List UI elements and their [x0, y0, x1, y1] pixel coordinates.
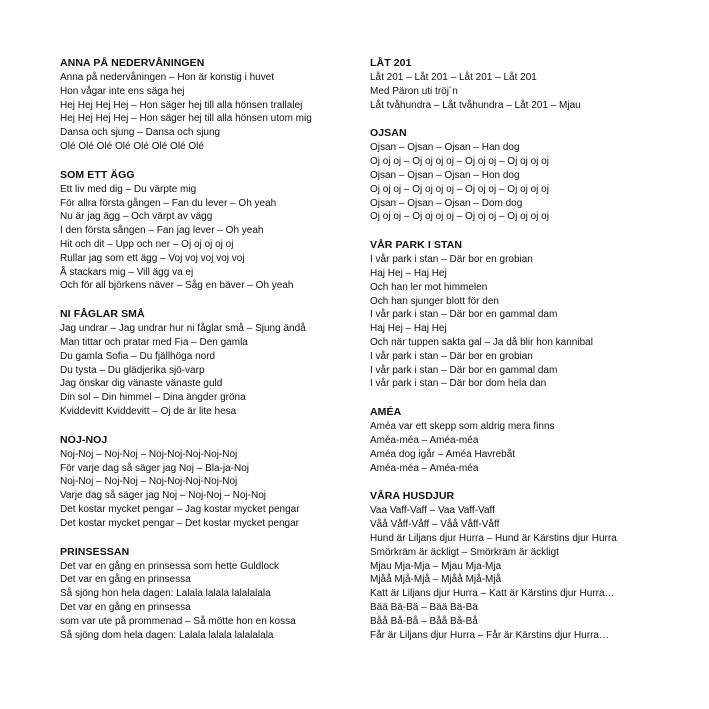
- lyric-line: som var ute på prommenad – Så mötte hon en kossa: [60, 615, 296, 627]
- lyric-line: För allra första gången – Fan du lever – Oh yeah: [60, 197, 277, 209]
- song-anna-pa-nedervaningen: [60, 56, 355, 154]
- lyric-line: Och han sjunger blott för den: [370, 295, 499, 307]
- lyric-line: Hej Hej Hej Hej – Hon säger hej till alla hönsen utom mig: [60, 113, 312, 125]
- lyric-line: Mjau Mja-Mja – Mjau Mja-Mja: [370, 560, 502, 572]
- lyric-line: För varje dag så säger jag Noj – Bla-ja-Noj: [60, 462, 249, 474]
- lyric-line: Haj Hej – Haj Hej: [370, 267, 447, 279]
- song-lat-201: [370, 56, 670, 112]
- lyric-line: Du gamla Sofia – Du fjällhöga nord: [60, 350, 216, 362]
- lyric-line: Noj-Noj – Noj-Noj – Noj-Noj-Noj-Noj-Noj: [60, 476, 238, 488]
- lyric-line: Ojsan – Ojsan – Ojsan – Dom dog: [370, 197, 523, 209]
- lyric-line: Å stackars mig – Vill ägg va ej: [60, 266, 194, 278]
- lyric-line: I vår park i stan – Där bor en gammal dam: [370, 309, 558, 321]
- lyric-line: Améa-méa – Améa-méa: [370, 462, 479, 474]
- lyric-line: Améa var ett skepp som aldrig mera finns: [370, 421, 555, 433]
- song-som-ett-agg: [60, 168, 355, 293]
- lyric-line: Ojsan – Ojsan – Ojsan – Hon dog: [370, 169, 520, 181]
- song-lyrics: [370, 253, 670, 391]
- song-lyrics: [370, 141, 670, 224]
- right-column: [370, 56, 670, 656]
- lyric-line: Jag önskar dig vänaste vänaste guld: [60, 378, 223, 390]
- lyric-line: Oj oj oj – Oj oj oj oj – Oj oj oj – Oj oj oj oj: [370, 183, 549, 195]
- left-column: [60, 56, 355, 656]
- lyric-line: I vår park i stan – Där bor en grobian: [370, 350, 533, 362]
- lyric-line: Jag undrar – Jag undrar hur ni fåglar små – Sjung ändå: [60, 323, 306, 335]
- song-title: SOM ETT ÄGG: [60, 168, 135, 181]
- lyric-line: Ett liv med dig – Du värpte mig: [60, 183, 197, 195]
- lyric-line: Båå Bå-Bå – Båå Bå-Bå: [370, 615, 478, 627]
- lyric-line: Hit och dit – Upp och ner – Oj oj oj oj oj: [60, 238, 234, 250]
- lyric-line: Katt är Liljans djur Hurra – Katt är Kärstins djur Hurra…: [370, 588, 615, 600]
- lyric-line: Mjåå Mjå-Mjå – Mjåå Mjå-Mjå: [370, 574, 502, 586]
- lyric-line: Hund är Liljans djur Hurra – Hund är Kärstins djur Hurra: [370, 532, 617, 544]
- song-prinsessan: [60, 545, 355, 643]
- song-title: NI FÅGLAR SMÅ: [60, 308, 145, 321]
- lyric-line: Hej Hej Hej Hej – Hon säger hej till alla hönsen trallalej: [60, 99, 303, 111]
- lyric-line: Améa-méa – Améa-méa: [370, 434, 479, 446]
- lyric-line: Du tysta – Du glädjerika sjö-varp: [60, 364, 205, 376]
- song-vara-husdjur: [370, 489, 670, 642]
- lyric-line: Så sjöng hon hela dagen: Lalala lalala lalalalala: [60, 588, 271, 600]
- lyric-line: Och han ler mot himmelen: [370, 281, 488, 293]
- lyric-line: Så sjöng dom hela dagen: Lalala lalala lalalalala: [60, 629, 274, 641]
- song-title: NOJ-NOJ: [60, 433, 108, 446]
- lyric-line: Dansa och sjung – Dansa och sjung: [60, 127, 221, 139]
- lyric-line: Låt 201 – Låt 201 – Låt 201 – Låt 201: [370, 72, 537, 83]
- song-title: LÅT 201: [370, 57, 412, 69]
- song-noj-noj: [60, 433, 355, 531]
- song-lyrics: [60, 560, 355, 643]
- lyric-line: Smörkräm är äckligt – Smörkräm är äckligt: [370, 546, 559, 558]
- lyric-line: Man tittar och pratar med Fia – Den gamla: [60, 336, 248, 348]
- song-title: AMÉA: [370, 406, 402, 419]
- lyric-line: Ojsan – Ojsan – Ojsan – Han dog: [370, 142, 520, 154]
- lyric-line: Får är Liljans djur Hurra – Får är Kärstins djur Hurra…: [370, 629, 609, 641]
- lyric-line: Och för all björkens näver – Såg en bäver – Oh yeah: [60, 280, 294, 292]
- song-lyrics: [370, 71, 670, 112]
- lyric-line: Din sol – Din himmel – Dina ängder gröna: [60, 392, 246, 404]
- lyric-line: Nu är jag ägg – Och värpt av vägg: [60, 211, 213, 223]
- lyric-line: Rullar jag som ett ägg – Voj voj voj voj voj: [60, 252, 245, 264]
- lyric-line: Kviddevitt Kviddevitt – Oj de är lite hesa: [60, 405, 237, 417]
- song-lyrics: [370, 420, 670, 475]
- song-ni-faglar-sma: [60, 307, 355, 419]
- lyric-line: Améa dog igår – Améa Havrebåt: [370, 448, 516, 460]
- lyric-line: Det var en gång en prinsessa som hette Guldlock: [60, 560, 280, 572]
- song-title: VÅR PARK I STAN: [370, 239, 463, 252]
- song-title: VÅRA HUSDJUR: [370, 490, 455, 503]
- lyric-line: Låt tvåhundra – Låt tvåhundra – Låt 201 – Mjau: [370, 99, 581, 111]
- lyric-line: Oj oj oj – Oj oj oj oj – Oj oj oj – Oj oj oj oj: [370, 211, 549, 223]
- lyric-line: I vår park i stan – Där bor en gammal dam: [370, 364, 558, 376]
- lyric-line: I vår park i stan – Där bor en grobian: [370, 254, 533, 266]
- lyric-line: Noj-Noj – Noj-Noj – Noj-Noj-Noj-Noj-Noj: [60, 448, 238, 460]
- lyric-line: Det var en gång en prinsessa: [60, 601, 191, 613]
- lyric-line: Med Päron uti tröj´n: [370, 85, 458, 97]
- song-title: OJSAN: [370, 127, 407, 140]
- lyric-line: Det kostar mycket pengar – Det kostar mycket pengar: [60, 517, 299, 529]
- song-title: ANNA PÅ NEDERVÅNINGEN: [60, 57, 205, 69]
- song-title: PRINSESSAN: [60, 545, 130, 558]
- lyric-line: Bää Bä-Bä – Bää Bä-Bä: [370, 601, 478, 613]
- lyric-line: Haj Hej – Haj Hej: [370, 323, 447, 335]
- lyric-line: I vår park i stan – Där bor dom hela dan: [370, 378, 547, 390]
- lyric-line: Varje dag så säger jag Noj – Noj-Noj – Noj-Noj: [60, 490, 267, 502]
- lyric-line: Olé Olé Olé Olé Olé Olé Olé Olé: [60, 140, 204, 152]
- lyric-line: Det var en gång en prinsessa: [60, 574, 191, 586]
- song-lyrics: [60, 183, 355, 293]
- song-ojsan: [370, 126, 670, 224]
- lyric-line: Vaa Vaff-Vaff – Vaa Vaff-Vaff: [370, 505, 495, 517]
- song-lyrics: [60, 322, 355, 419]
- lyric-line: Det kostar mycket pengar – Jag kostar mycket pengar: [60, 503, 300, 515]
- song-amea: [370, 405, 670, 475]
- lyric-line: Och när tuppen sakta gal – Ja då blir hon kannibal: [370, 336, 593, 348]
- song-var-park-i-stan: [370, 238, 670, 391]
- song-lyrics: [60, 448, 355, 531]
- lyric-line: I den första sången – Fan jag lever – Oh yeah: [60, 225, 264, 237]
- song-lyrics: [60, 71, 355, 154]
- lyric-line: Oj oj oj – Oj oj oj oj – Oj oj oj – Oj oj oj oj: [370, 156, 549, 168]
- song-lyrics: [370, 504, 670, 642]
- lyric-line: Hon vågar inte ens säga hej: [60, 85, 185, 97]
- lyric-line: Våå Våff-Våff – Våå Våff-Våff: [370, 519, 500, 531]
- lyric-line: Anna på nedervåningen – Hon är konstig i huvet: [60, 72, 275, 83]
